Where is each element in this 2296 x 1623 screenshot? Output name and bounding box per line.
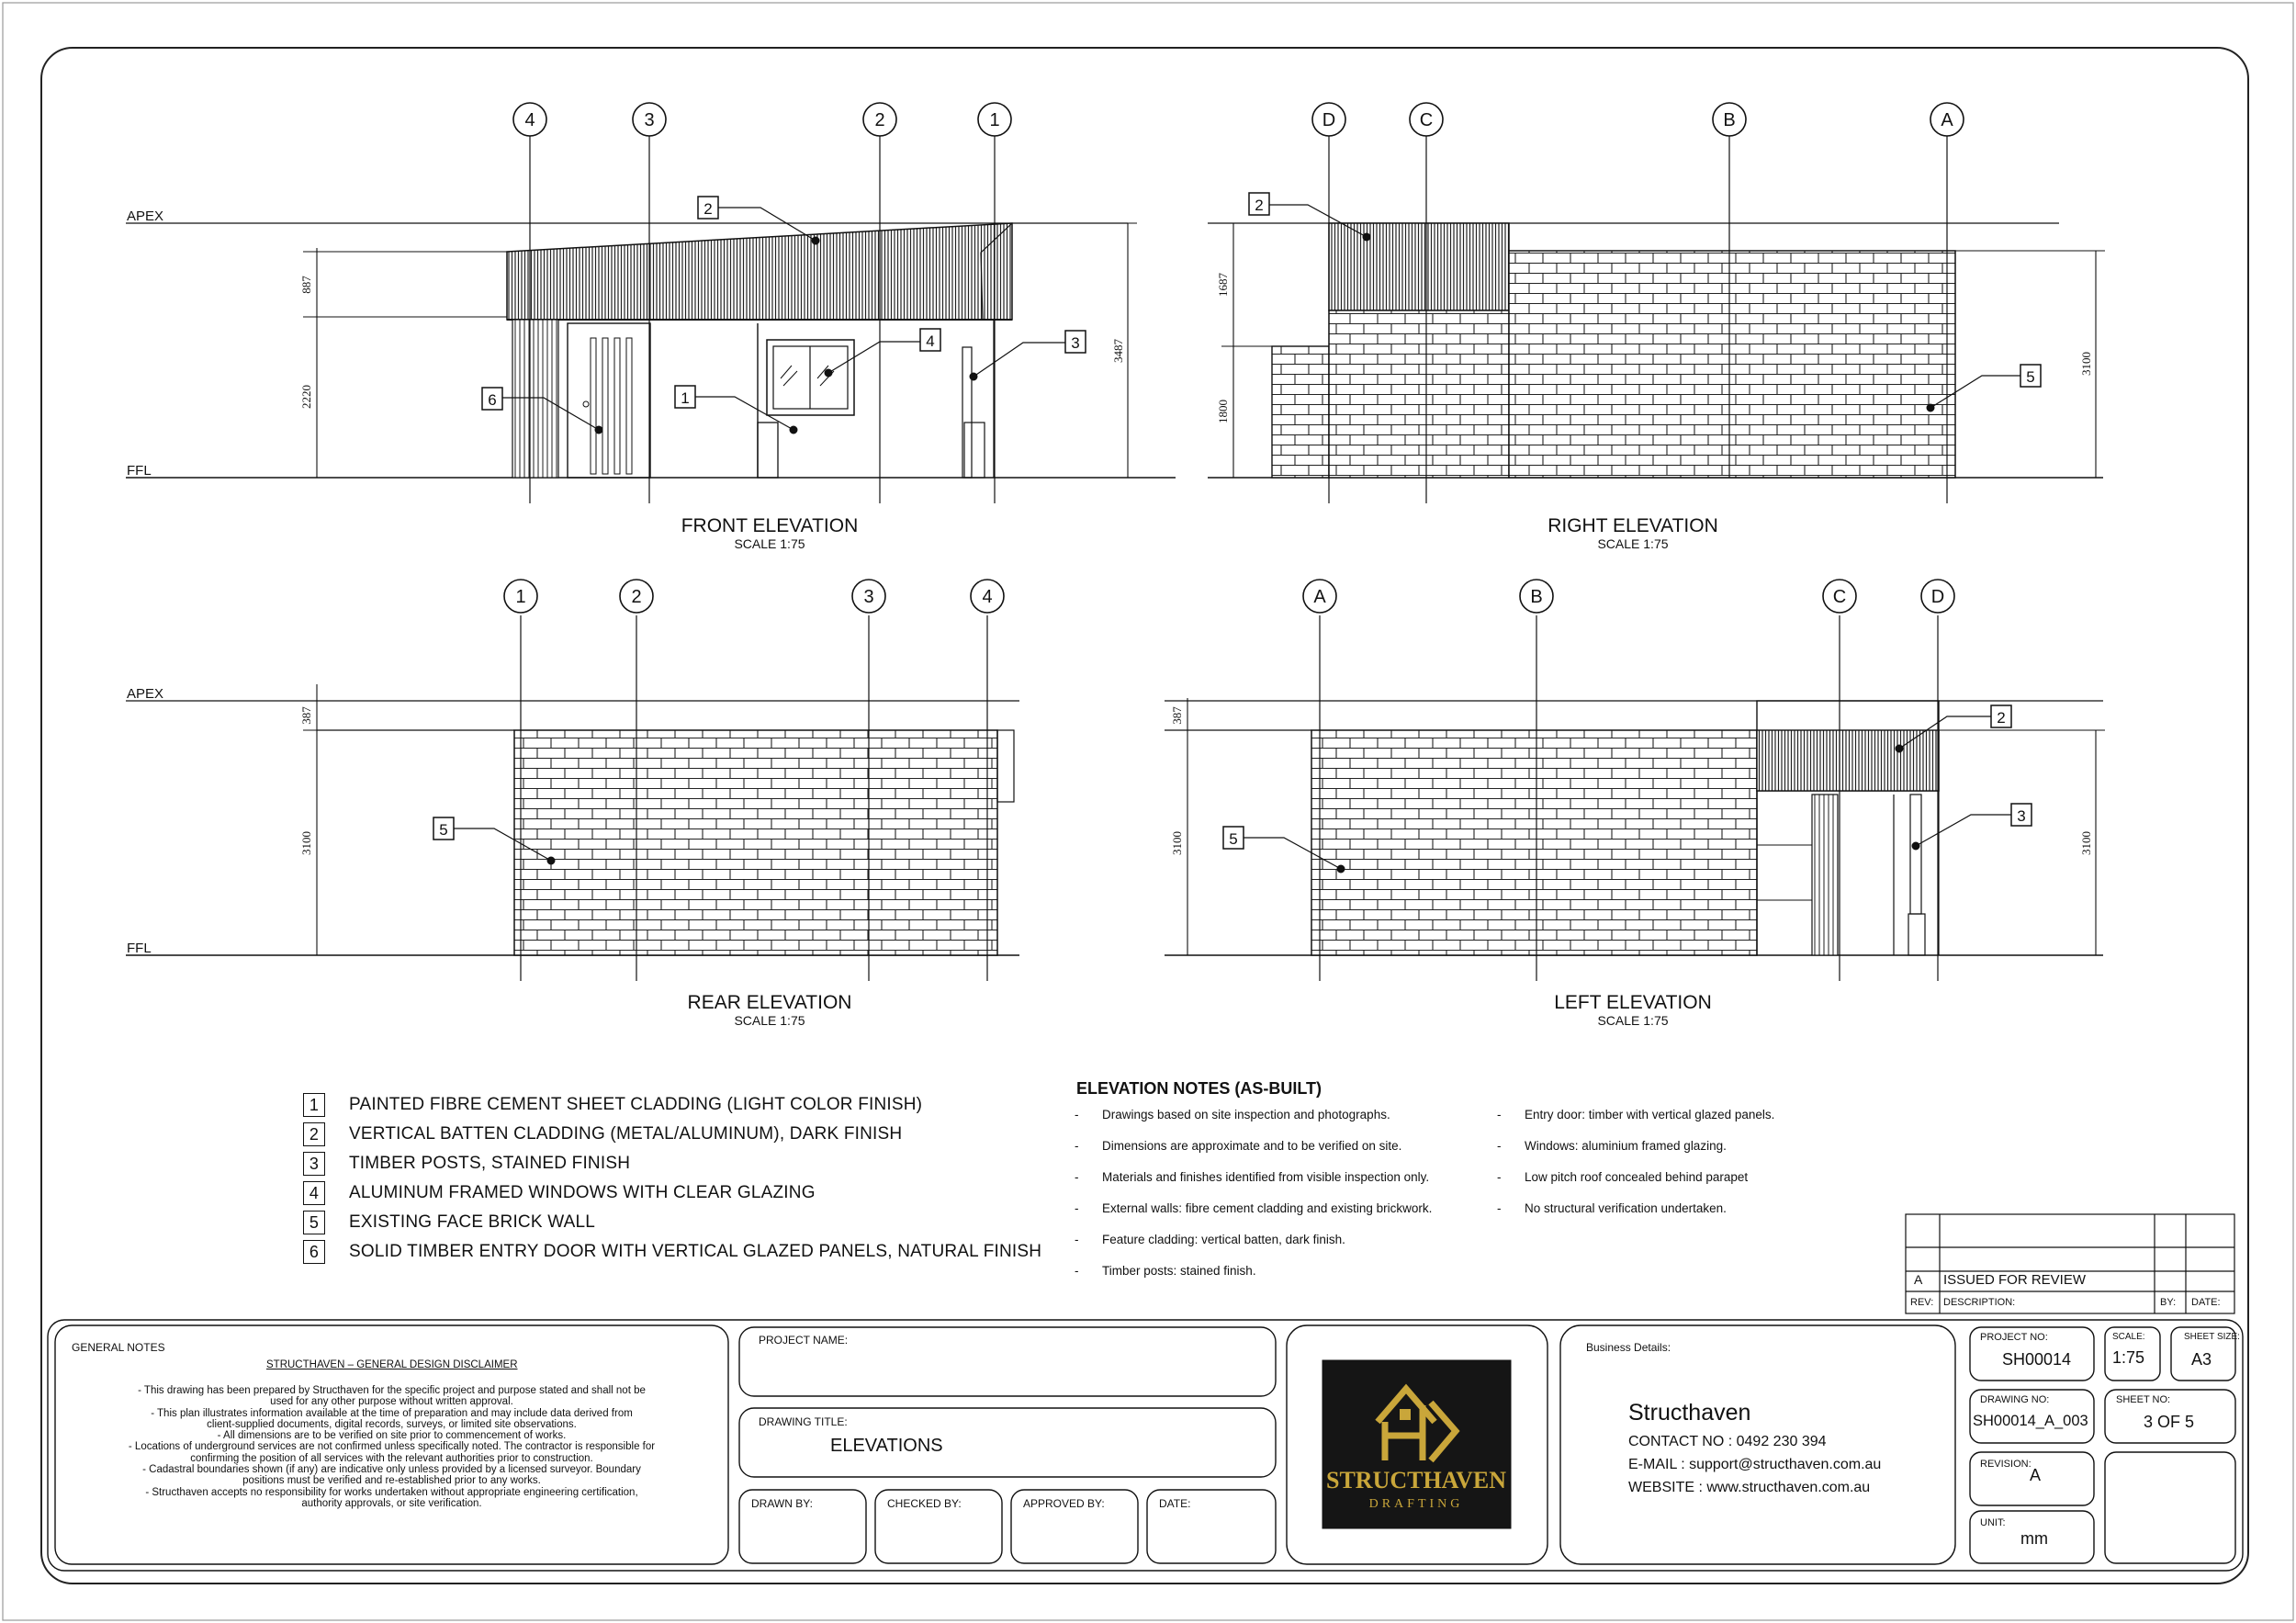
note-item: - Entry door: timber with vertical glazed panels. (1497, 1108, 1775, 1121)
drawing-labels (127, 110, 2093, 1028)
revision-table (1906, 1214, 2234, 1313)
grid-label: 4 (524, 110, 535, 130)
grid-label: 1 (989, 110, 1000, 130)
grid-label: D (1322, 110, 1336, 130)
grid-label: 2 (631, 587, 642, 607)
revision-value: A (2030, 1466, 2042, 1484)
dim-text: 387 (299, 706, 313, 725)
callout-tag: 6 (488, 391, 497, 409)
business-name: Structhaven (1628, 1400, 1751, 1426)
legend-number: 2 (303, 1122, 325, 1146)
legend-number: 6 (303, 1240, 325, 1264)
batten-parapet (1329, 223, 1509, 310)
dim-text: 3100 (2079, 352, 2093, 376)
right-elevation (1208, 103, 2105, 503)
callout-tag: 3 (2017, 807, 2026, 825)
project-no: SH00014 (2002, 1350, 2072, 1369)
dim-text: 3100 (1170, 831, 1184, 855)
callout-tag: 2 (1997, 709, 2006, 727)
sheet-no-label: SHEET NO: (2116, 1394, 2171, 1405)
callout-tag: 4 (926, 332, 935, 350)
scale-label: SCALE: (2112, 1332, 2145, 1342)
dim-text: 1687 (1216, 273, 1230, 297)
apex-label: APEX (127, 209, 164, 224)
grid-label: A (1941, 110, 1953, 130)
elevation-scale: SCALE 1:75 (1597, 536, 1669, 551)
approved-by-label: APPROVED BY: (1023, 1497, 1105, 1510)
grid-label: A (1313, 587, 1326, 607)
dim-text: 887 (299, 276, 313, 294)
elevation-title: LEFT ELEVATION (1554, 992, 1712, 1013)
dim-text: 387 (1170, 706, 1184, 725)
legend-text: SOLID TIMBER ENTRY DOOR WITH VERTICAL GLAZED PANELS, NATURAL FINISH (349, 1242, 1042, 1261)
legend-number: 3 (303, 1152, 325, 1176)
elevation-scale: SCALE 1:75 (1597, 1013, 1669, 1028)
note-item: - Dimensions are approximate and to be verified on site. (1075, 1139, 1402, 1153)
legend-number: 1 (303, 1093, 325, 1117)
elevation-title: FRONT ELEVATION (681, 515, 859, 536)
note-item: - No structural verification undertaken. (1497, 1201, 1727, 1215)
project-name-label: PROJECT NAME: (759, 1334, 849, 1347)
sheet-no: 3 OF 5 (2144, 1413, 2195, 1431)
note-item: - Timber posts: stained finish. (1075, 1264, 1256, 1278)
logo (1322, 1360, 1511, 1528)
elevation-title: REAR ELEVATION (687, 992, 852, 1013)
drawing-no: SH00014_A_003 (1973, 1413, 2088, 1429)
business-label: Business Details: (1586, 1341, 1671, 1354)
legend-number: 4 (303, 1181, 325, 1205)
legend-text: EXISTING FACE BRICK WALL (349, 1212, 596, 1232)
grid-label: C (1832, 587, 1847, 607)
date-label: DATE: (1159, 1497, 1191, 1510)
legend-item (303, 1122, 902, 1146)
revision-label: REVISION: (1980, 1459, 2032, 1470)
unit-label: UNIT: (1980, 1517, 2006, 1528)
note-item: - Low pitch roof concealed behind parapet (1497, 1170, 1749, 1184)
drawn-by-label: DRAWN BY: (751, 1497, 813, 1510)
callout-tag: 5 (439, 821, 448, 839)
dim-text: 3100 (2079, 831, 2093, 855)
legend-text: VERTICAL BATTEN CLADDING (METAL/ALUMINUM), DARK FINISH (349, 1124, 903, 1144)
legend-item (303, 1093, 922, 1117)
legend-text: PAINTED FIBRE CEMENT SHEET CLADDING (LIGHT COLOR FINISH) (349, 1095, 923, 1114)
project-no-label: PROJECT NO: (1980, 1332, 2048, 1343)
elevation-title: RIGHT ELEVATION (1548, 515, 1718, 536)
business-email: E-MAIL : support@structhaven.com.au (1628, 1457, 1882, 1472)
grid-label: B (1723, 110, 1736, 130)
drawing-title-label: DRAWING TITLE: (759, 1415, 848, 1428)
legend-number: 5 (303, 1211, 325, 1234)
checked-by-label: CHECKED BY: (887, 1497, 962, 1510)
date-header: DATE: (2191, 1297, 2221, 1308)
callout-tag: 3 (1071, 334, 1080, 352)
desc-header: DESCRIPTION: (1943, 1297, 2016, 1308)
note-item: - Feature cladding: vertical batten, dark finish. (1075, 1233, 1345, 1246)
legend-text: TIMBER POSTS, STAINED FINISH (349, 1154, 631, 1173)
grid-label: 1 (515, 587, 526, 607)
note-item: - Drawings based on site inspection and photographs. (1075, 1108, 1390, 1121)
outer-border (3, 3, 2293, 1620)
callout-tag: 1 (681, 389, 690, 407)
elevation-scale: SCALE 1:75 (734, 536, 805, 551)
notes-title: ELEVATION NOTES (AS-BUILT) (1076, 1079, 1322, 1098)
legend-item (303, 1181, 816, 1205)
grid-label: 4 (982, 587, 993, 607)
ffl-label: FFL (127, 941, 152, 956)
batten-band (1757, 730, 1939, 791)
dim-text: 3100 (299, 831, 313, 855)
elevation-scale: SCALE 1:75 (734, 1013, 805, 1028)
parapet-batten (507, 223, 1012, 320)
rev-header: REV: (1910, 1297, 1934, 1308)
entry-door (568, 323, 650, 478)
rev-value: A (1914, 1272, 1923, 1287)
note-item: - Materials and finishes identified from visible inspection only. (1075, 1170, 1430, 1184)
by-header: BY: (2160, 1297, 2177, 1308)
callout-tag: 5 (1229, 830, 1238, 848)
sheet-size-label: SHEET SIZE: (2184, 1332, 2240, 1342)
business-website: WEBSITE : www.structhaven.com.au (1628, 1480, 1871, 1495)
front-elevation (126, 103, 1176, 503)
grid-label: B (1530, 587, 1543, 607)
general-notes-label: GENERAL NOTES (72, 1341, 165, 1354)
callout-tag: 2 (703, 200, 713, 218)
logo-subtitle: DRAFTING (1368, 1497, 1464, 1511)
legend-item (303, 1240, 1041, 1264)
rev-description: ISSUED FOR REVIEW (1943, 1272, 2087, 1288)
logo-wordmark: STRUCTHAVEN (1325, 1467, 1507, 1493)
grid-label: 2 (874, 110, 885, 130)
grid-label: 3 (863, 587, 874, 607)
apex-label: APEX (127, 686, 164, 702)
callout-tag: 2 (1255, 197, 1264, 214)
note-item: - External walls: fibre cement cladding and existing brickwork. (1075, 1201, 1433, 1215)
grid-label: D (1930, 587, 1945, 607)
grid-label: C (1419, 110, 1434, 130)
disclaimer-body: - This drawing has been prepared by Structhaven for the specific project and purpose stated and shall not be used for any other purpose without written approval. - This plan illustrates information available at the time of preparation and may include data derived from client-supplied documents, digital records, surveys, or limited site observations. - All dimensions are to be verified on site prior to commencement of works. - Locations of underground services are not confirmed unless specifically noted. The contractor is responsible for confirming the position of all services with the relevant authorities prior to construction. - Cadastral boundaries shown (if any) are indicative only unless provided by a licensed surveyor. Boundary positions must be verified and re-established prior to any works. - Structhaven accepts no responsibility for works undertaken without appropriate engineering certification, authority approvals, or site verification. (128, 1385, 656, 1509)
disclaimer-heading: STRUCTHAVEN – GENERAL DESIGN DISCLAIMER (266, 1359, 518, 1370)
rear-elevation (126, 580, 1019, 981)
legend-text: ALUMINUM FRAMED WINDOWS WITH CLEAR GLAZING (349, 1183, 816, 1202)
ffl-label: FFL (127, 463, 152, 479)
note-item: - Windows: aluminium framed glazing. (1497, 1139, 1727, 1153)
left-elevation (1165, 580, 2105, 981)
dim-text: 1800 (1216, 400, 1230, 423)
sheet-size: A3 (2191, 1350, 2212, 1369)
legend-item (303, 1152, 630, 1176)
scale-value: 1:75 (2112, 1348, 2145, 1367)
grid-label: 3 (644, 110, 655, 130)
legend-item (303, 1211, 595, 1234)
dim-text: 2220 (299, 385, 313, 409)
drawing-title: ELEVATIONS (830, 1436, 943, 1456)
business-contact: CONTACT NO : 0492 230 394 (1628, 1434, 1827, 1449)
unit-value: mm (2020, 1529, 2048, 1548)
drawing-no-label: DRAWING NO: (1980, 1394, 2050, 1405)
callout-tag: 5 (2026, 368, 2035, 386)
dim-text: 3487 (1111, 339, 1125, 363)
